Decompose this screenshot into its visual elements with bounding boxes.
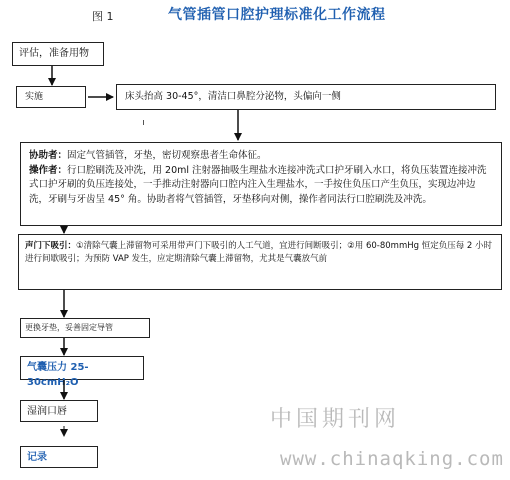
operator-text: 行口腔刷洗及冲洗，用 20ml 注射器抽吸生理盐水连接冲洗式口护牙刷入水口，将负压装置连接冲洗式口护牙刷的负压连接处，一手推动注射器向口腔内注入生理盐水，一手按住负压口产生负压，实现边冲边洗，牙刷与牙齿呈 45° 角。协助者将气管插管，牙垫移向对侧，操作者同法行口腔刷洗及冲洗。 [29, 164, 487, 206]
suction-label: 声门下吸引： [25, 241, 77, 251]
step-assess-text: 评估，准备用物 [19, 48, 89, 59]
step-record-text: 记录 [27, 452, 47, 463]
step-moisten-text: 湿润口唇 [27, 406, 67, 417]
suction-text: ①清除气囊上滞留物可采用带声门下吸引的人工气道，宜进行间断吸引；②用 60-80mmHg 恒定负压每 2 小时进行间歇吸引；为预防 VAP 发生，应定期清除气囊上滞留物，尤其是气囊放气前 [25, 241, 493, 265]
assistant-label: 协助者： [29, 150, 68, 161]
step-implement-text: 实施 [25, 92, 44, 102]
figure-label: 图 1 [92, 10, 114, 23]
assistant-text: 固定气管插管，牙垫，密切观察患者生命体征。 [67, 150, 267, 161]
watermark-url: www.chinaqking.com [280, 448, 504, 470]
operator-label: 操作者： [29, 164, 68, 176]
watermark-cn: 中国期刊网 [270, 407, 401, 432]
step-replace-text: 更换牙垫，妥善固定导管 [25, 323, 113, 332]
step-position-text: 床头抬高 30-45°，清洁口鼻腔分泌物，头偏向一侧 [125, 91, 341, 102]
flowchart-title: 气管插管口腔护理标准化工作流程 [168, 7, 386, 23]
step-cuff-pressure-text: 气囊压力 25-30cmH₂O [27, 362, 89, 388]
